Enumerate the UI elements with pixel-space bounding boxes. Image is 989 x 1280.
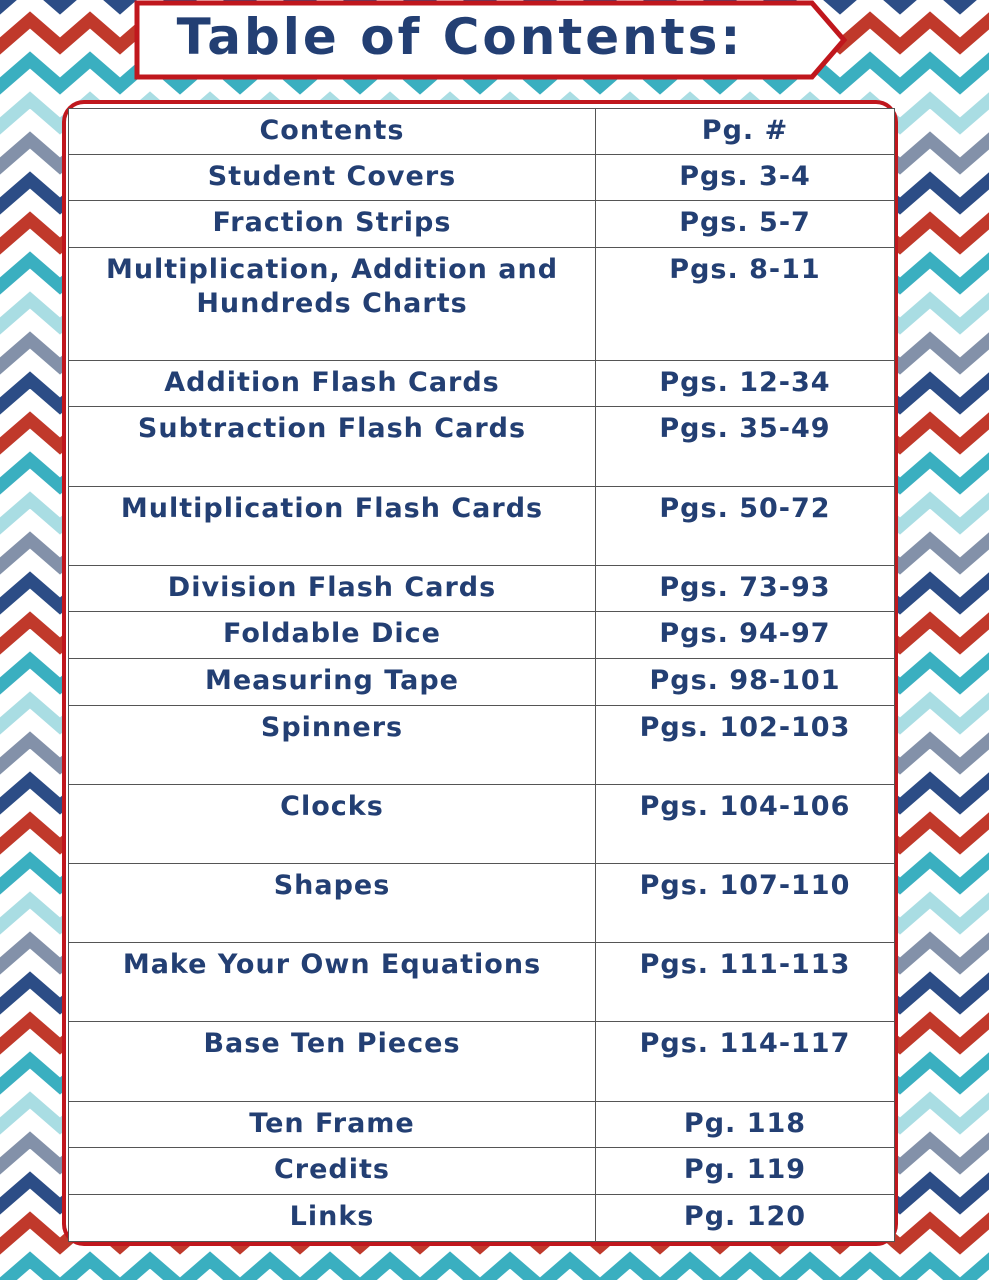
table-row <box>69 706 895 785</box>
table-row <box>69 566 895 612</box>
header-contents: Contents <box>69 109 596 155</box>
row-page: Pgs. 73-93 <box>596 566 895 612</box>
table-row <box>69 1102 895 1148</box>
table-row <box>69 943 895 1022</box>
table-row <box>69 1148 895 1195</box>
table-row <box>69 1022 895 1102</box>
row-page: Pgs. 5-7 <box>596 201 895 248</box>
row-page: Pgs. 102-103 <box>596 706 895 785</box>
row-contents: Measuring Tape <box>69 659 596 706</box>
row-contents: Multiplication Flash Cards <box>69 487 596 566</box>
row-page: Pgs. 107-110 <box>596 864 895 943</box>
table-row <box>69 487 895 566</box>
table-row <box>69 407 895 487</box>
row-page: Pgs. 94-97 <box>596 612 895 659</box>
table-row <box>69 612 895 659</box>
table-row <box>69 248 895 361</box>
row-contents: Division Flash Cards <box>69 566 596 612</box>
row-contents: Make Your Own Equations <box>69 943 596 1022</box>
table-row <box>69 361 895 407</box>
row-contents: Foldable Dice <box>69 612 596 659</box>
row-page: Pgs. 104-106 <box>596 785 895 864</box>
row-page: Pgs. 111-113 <box>596 943 895 1022</box>
row-page: Pgs. 50-72 <box>596 487 895 566</box>
row-page: Pg. 120 <box>596 1195 895 1242</box>
row-contents: Links <box>69 1195 596 1242</box>
row-contents: Base Ten Pieces <box>69 1022 596 1102</box>
row-page: Pgs. 114-117 <box>596 1022 895 1102</box>
page-title: Table of Contents: <box>176 8 744 66</box>
row-contents: Credits <box>69 1148 596 1195</box>
table-row <box>69 864 895 943</box>
row-page: Pg. 118 <box>596 1102 895 1148</box>
row-page: Pgs. 8-11 <box>596 248 895 361</box>
table-row <box>69 1195 895 1242</box>
row-page: Pgs. 35-49 <box>596 407 895 487</box>
table-header-row <box>69 109 895 155</box>
row-contents: Clocks <box>69 785 596 864</box>
table-row <box>69 785 895 864</box>
row-page: Pgs. 3-4 <box>596 155 895 201</box>
table-row <box>69 659 895 706</box>
row-page: Pg. 119 <box>596 1148 895 1195</box>
row-contents: Shapes <box>69 864 596 943</box>
row-contents: Multiplication, Addition and Hundreds Charts <box>69 248 596 361</box>
table-row <box>69 155 895 201</box>
row-page: Pgs. 98-101 <box>596 659 895 706</box>
row-contents: Fraction Strips <box>69 201 596 248</box>
contents-table <box>68 108 895 1242</box>
row-contents: Addition Flash Cards <box>69 361 596 407</box>
row-contents: Student Covers <box>69 155 596 201</box>
table-row <box>69 201 895 248</box>
row-page: Pgs. 12-34 <box>596 361 895 407</box>
row-contents: Ten Frame <box>69 1102 596 1148</box>
header-page: Pg. # <box>596 109 895 155</box>
row-contents: Subtraction Flash Cards <box>69 407 596 487</box>
row-contents: Spinners <box>69 706 596 785</box>
